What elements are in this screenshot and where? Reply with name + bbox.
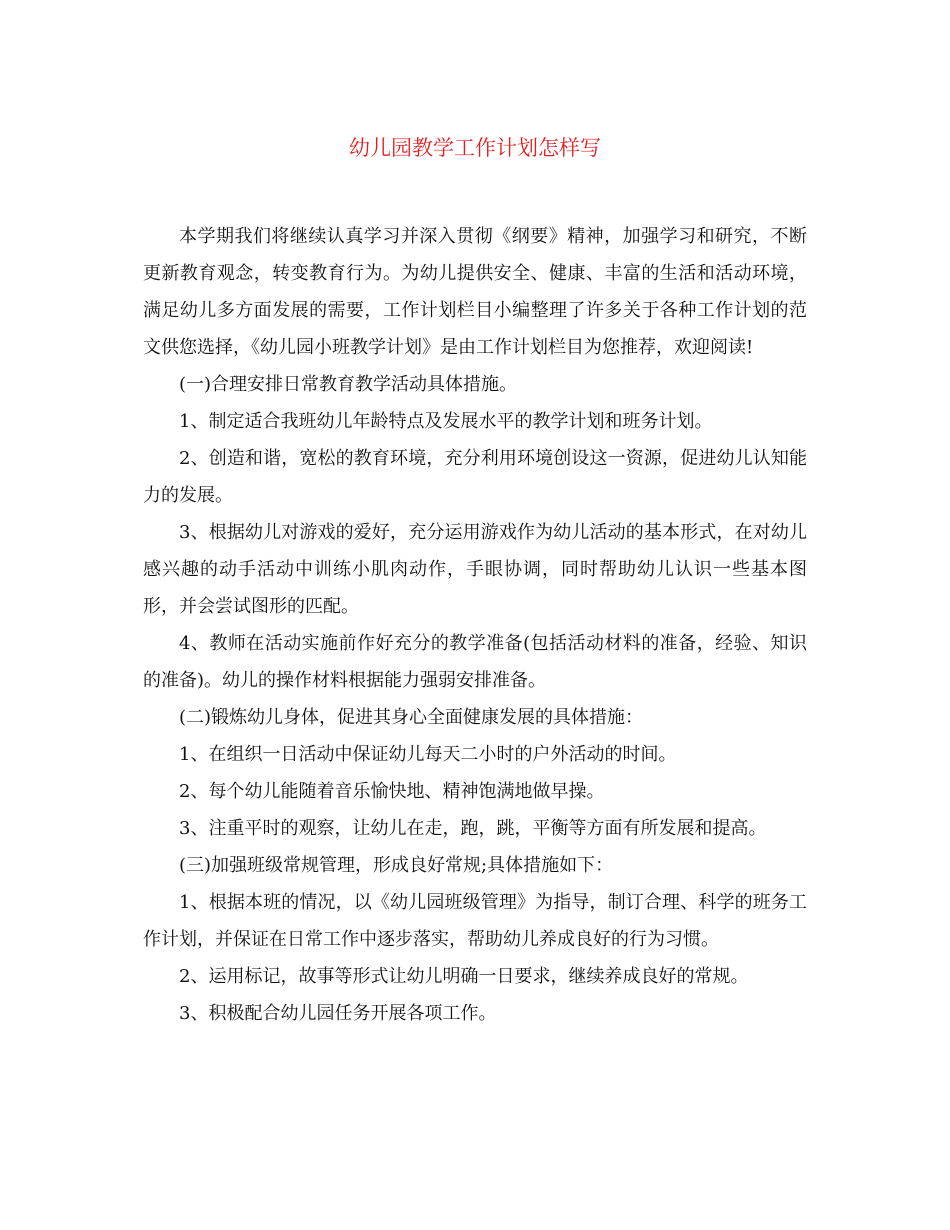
paragraph-intro: 本学期我们将继续认真学习并深入贯彻《纲要》精神，加强学习和研究，不断更新教育观念，转变教育行为。为幼儿提供安全、健康、丰富的生活和活动环境，满足幼儿多方面发展的需要，工作计划栏目小编整理了许多关于各种工作计划的范文供您选择，《幼儿园小班教学计划》是由工作计划栏目为您推荐，欢迎阅读! <box>143 226 807 358</box>
list-item: 1、根据本班的情况，以《幼儿园班级管理》为指导，制订合理、科学的班务工作计划，并保证在日常工作中逐步落实，帮助幼儿养成良好的行为习惯。 <box>143 892 807 950</box>
section-heading-1: (一)合理安排日常教育教学活动具体措施。 <box>179 374 518 395</box>
document-title: 幼儿园教学工作计划怎样写 <box>349 136 601 160</box>
list-item: 4、教师在活动实施前作好充分的教学准备(包括活动材料的准备，经验、知识的准备)。幼儿的操作材料根据能力强弱安排准备。 <box>143 633 807 691</box>
list-item: 3、积极配合幼儿园任务开展各项工作。 <box>179 1003 497 1024</box>
list-item: 3、注重平时的观察，让幼儿在走，跑，跳，平衡等方面有所发展和提高。 <box>179 818 767 839</box>
list-item: 3、根据幼儿对游戏的爱好，充分运用游戏作为幼儿活动的基本形式，在对幼儿感兴趣的动手活动中训练小肌肉动作，手眼协调，同时帮助幼儿认识一些基本图形，并会尝试图形的匹配。 <box>143 522 807 617</box>
document-body <box>143 218 807 1032</box>
section-heading-2: (二)锻炼幼儿身体，促进其身心全面健康发展的具体措施： <box>179 707 644 728</box>
list-item: 2、运用标记，故事等形式让幼儿明确一日要求，继续养成良好的常规。 <box>179 966 749 987</box>
list-item: 1、制定适合我班幼儿年龄特点及发展水平的教学计划和班务计划。 <box>179 411 713 432</box>
section-heading-3: (三)加强班级常规管理，形成良好常规;具体措施如下： <box>179 855 614 876</box>
list-item: 1、在组织一日活动中保证幼儿每天二小时的户外活动的时间。 <box>179 744 677 765</box>
list-item: 2、创造和谐，宽松的教育环境，充分利用环境创设这一资源，促进幼儿认知能力的发展。 <box>143 448 807 506</box>
list-item: 2、每个幼儿能随着音乐愉快地、精神饱满地做早操。 <box>179 781 605 802</box>
